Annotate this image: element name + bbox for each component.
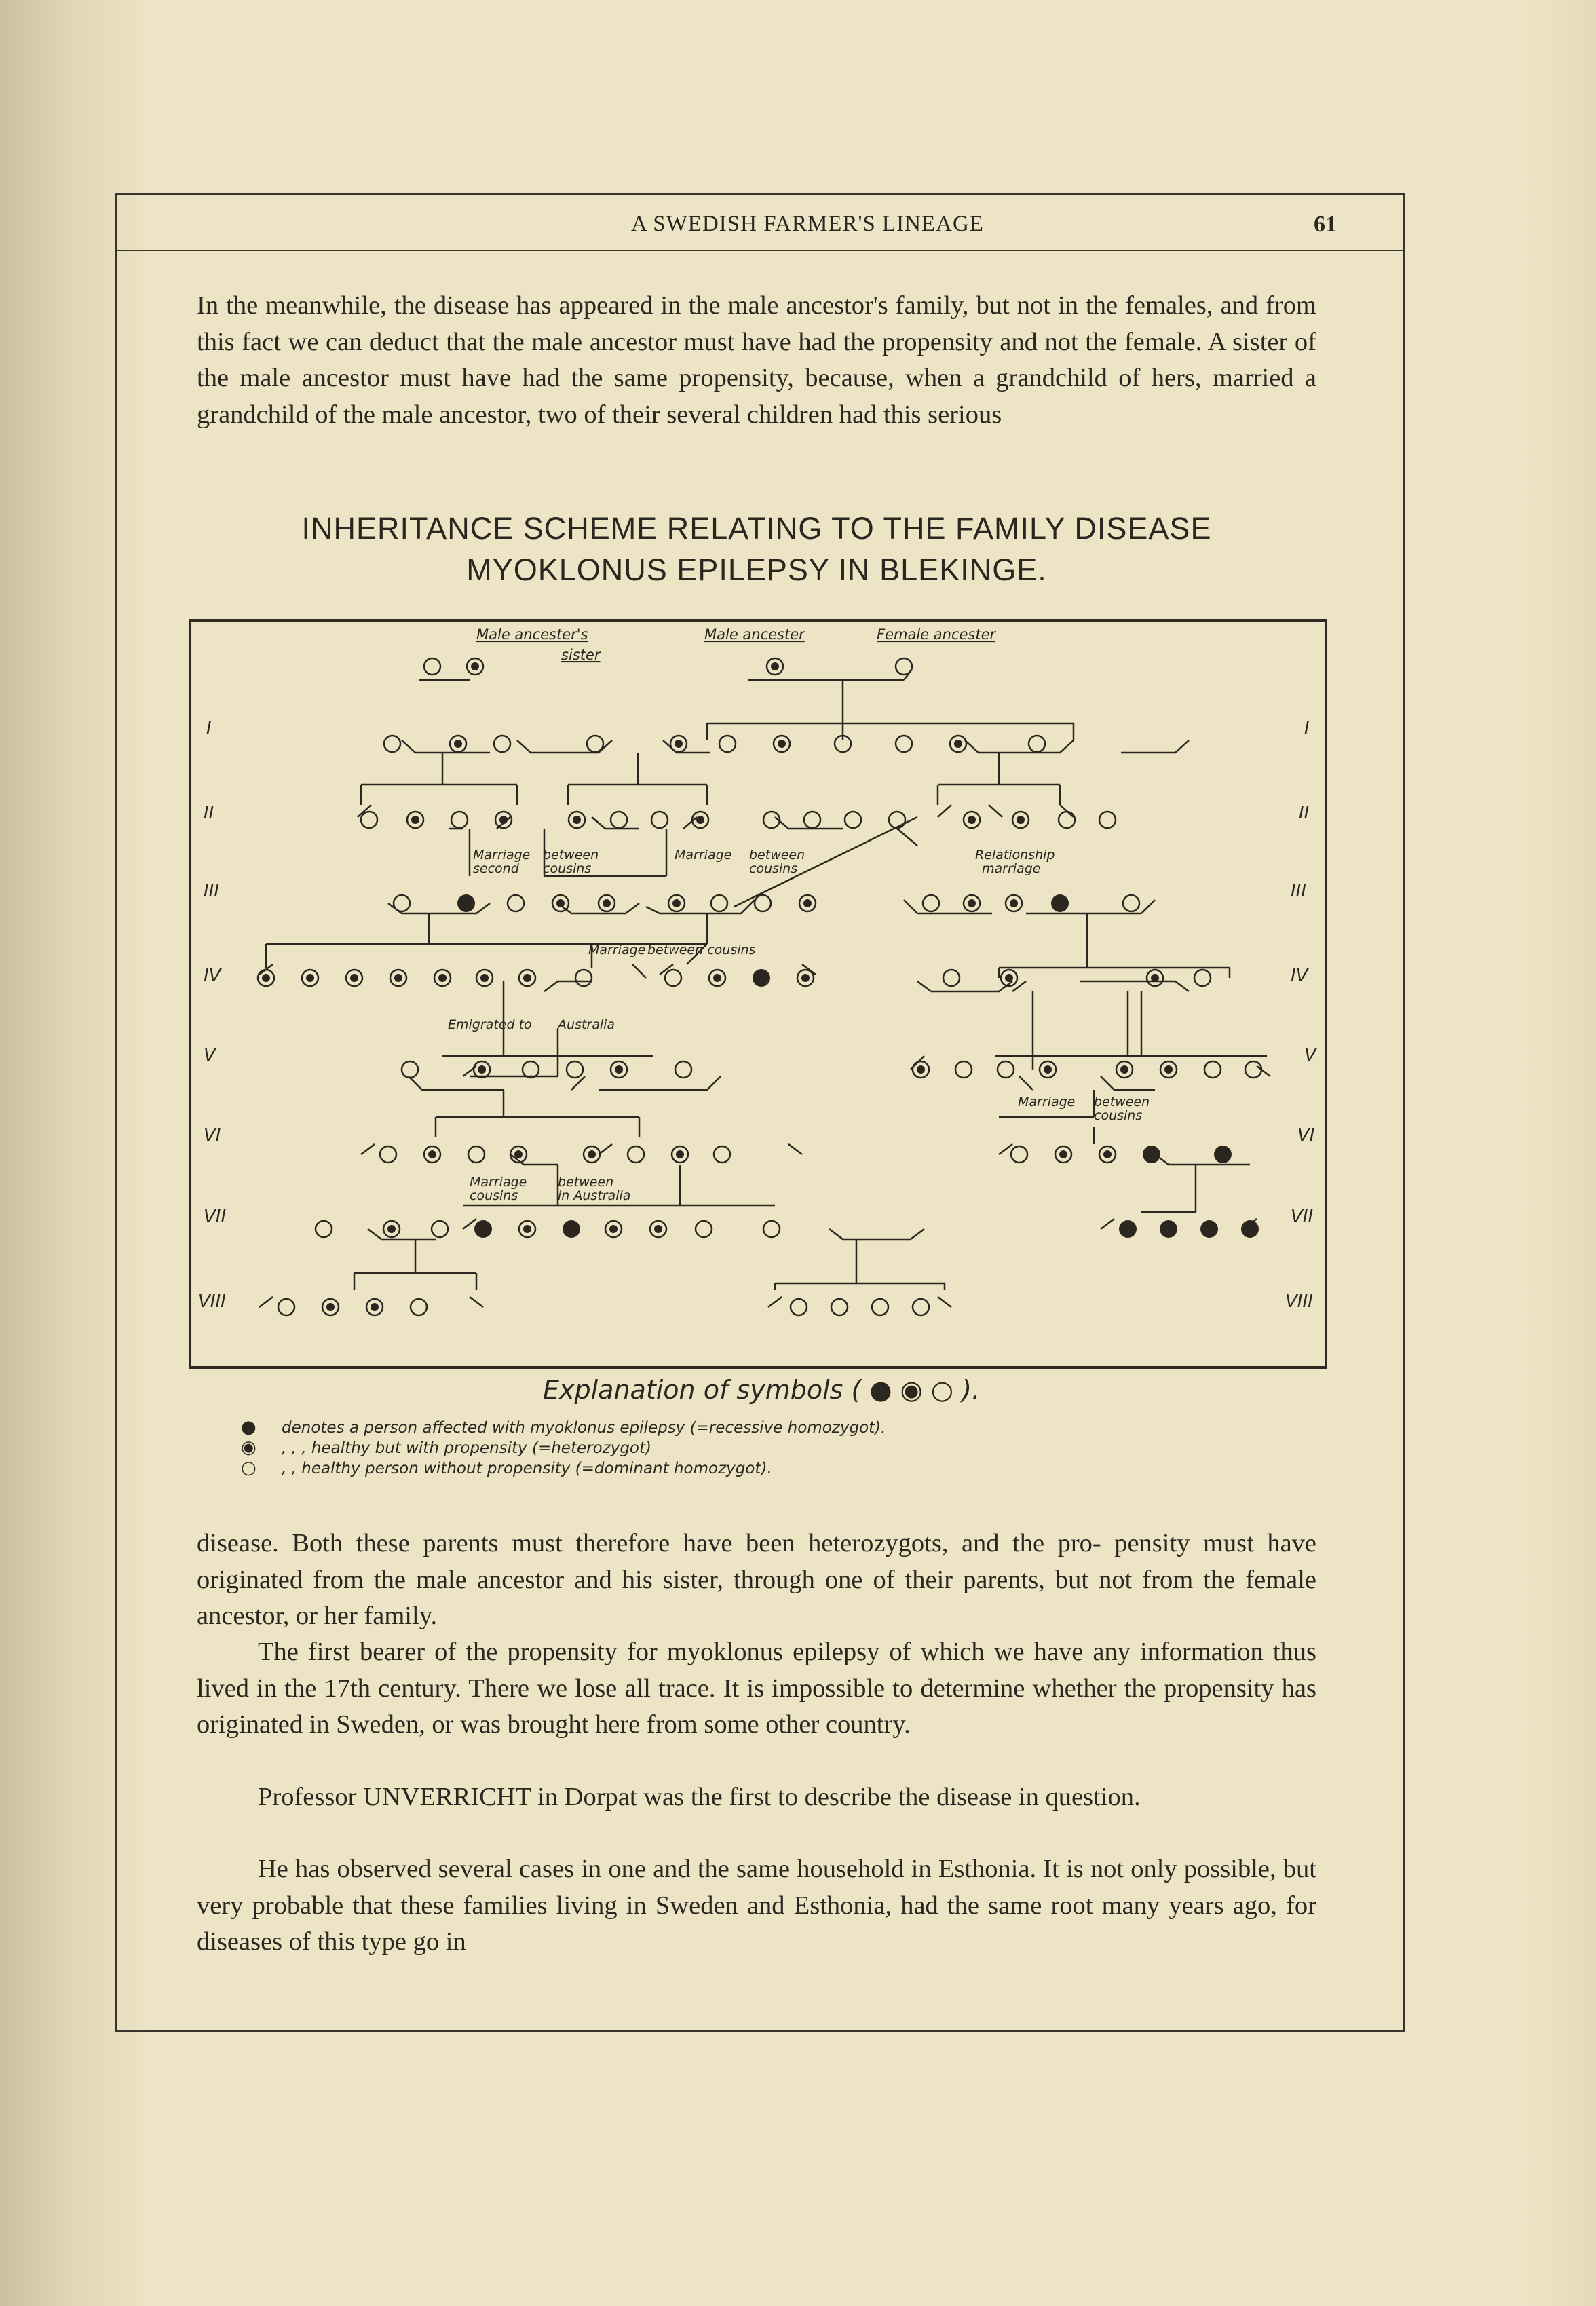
generation-label-4: IV — [204, 966, 221, 986]
person-healthy — [1059, 812, 1075, 828]
person-affected — [1214, 1146, 1232, 1163]
ancestor-labels — [476, 626, 996, 663]
rel-label: Marriage — [588, 943, 646, 958]
person-carrier — [407, 812, 423, 828]
person-healthy — [432, 1221, 448, 1237]
person-healthy — [923, 895, 939, 911]
person-healthy — [402, 1061, 418, 1078]
rel-label: between — [543, 848, 599, 863]
person-healthy — [711, 895, 727, 911]
person-carrier — [1147, 970, 1163, 986]
person-carrier — [467, 658, 483, 675]
body-paragraph: He has observed several cases in one and the same household in Esthonia. It is not only possible, but very probable that these families living in Sweden and Esthonia, had the same root many years ago, for diseases of this type go in — [197, 1855, 1316, 1956]
generation-label-6-right: VI — [1297, 1125, 1315, 1146]
person-carrier — [569, 812, 585, 828]
rel-label: cousins — [1094, 1108, 1143, 1123]
person-affected — [1200, 1220, 1218, 1238]
person-carrier — [495, 812, 512, 828]
person-carrier — [709, 970, 725, 986]
person-carrier — [322, 1299, 339, 1315]
person-healthy — [380, 1146, 396, 1163]
person-carrier — [584, 1146, 600, 1163]
carrier-symbol-icon: ◉ — [241, 1437, 256, 1458]
person-healthy — [831, 1299, 848, 1315]
person-affected — [474, 1220, 492, 1238]
person-carrier — [1040, 1061, 1056, 1078]
rel-label: cousins — [543, 861, 592, 876]
generation-label-1: I — [206, 718, 212, 738]
rel-label: Australia — [558, 1017, 615, 1032]
figure-title — [197, 508, 1316, 590]
legend-text: , , , healthy but with propensity (=heterozygot) — [282, 1439, 651, 1457]
person-affected — [1143, 1146, 1160, 1163]
generation-label-5-right: V — [1304, 1045, 1316, 1065]
person-healthy — [494, 736, 510, 752]
generation-labels-right — [1285, 718, 1318, 1312]
rel-label: Marriage — [473, 848, 531, 863]
person-healthy — [522, 1061, 539, 1078]
person-healthy — [361, 812, 377, 828]
person-healthy — [714, 1146, 730, 1163]
person-affected — [457, 894, 475, 912]
person-carrier — [598, 895, 615, 911]
pedigree-symbols — [258, 658, 1261, 1315]
rel-label: Marriage — [470, 1175, 527, 1190]
person-healthy — [611, 812, 627, 828]
male-ancestors-sister-label: Male ancester's — [476, 626, 588, 643]
legend-text: , , healthy person without propensity (=dominant homozygot). — [282, 1460, 772, 1477]
generation-label-3: III — [204, 881, 220, 901]
legend-title: Explanation of symbols ( ● ◉ ○ ). — [543, 1375, 981, 1405]
person-carrier — [913, 1061, 929, 1078]
person-healthy — [587, 736, 603, 752]
person-healthy — [791, 1299, 807, 1315]
person-carrier — [964, 812, 980, 828]
rel-label: Marriage — [1018, 1095, 1076, 1110]
person-healthy — [651, 812, 668, 828]
legend-text: denotes a person affected with myoklonus epilepsy (=recessive homozygot). — [282, 1419, 886, 1437]
person-carrier — [366, 1299, 383, 1315]
person-affected — [1160, 1220, 1177, 1238]
person-healthy — [316, 1221, 332, 1237]
rel-label: between — [558, 1175, 614, 1190]
person-healthy — [468, 1146, 484, 1163]
rel-label: marriage — [982, 861, 1041, 876]
person-healthy — [675, 1061, 691, 1078]
rel-label: between cousins — [647, 943, 756, 958]
person-carrier — [519, 970, 535, 986]
person-healthy — [665, 970, 681, 986]
affected-symbol-icon: ● — [241, 1417, 256, 1437]
rel-label: cousins — [749, 861, 798, 876]
person-affected — [1051, 894, 1069, 912]
person-healthy — [575, 970, 592, 986]
person-healthy — [845, 812, 861, 828]
person-affected — [1241, 1220, 1259, 1238]
generation-label-3-right: III — [1291, 881, 1307, 901]
generation-labels-left — [198, 718, 226, 1312]
person-healthy — [424, 658, 440, 675]
generation-label-2: II — [204, 803, 214, 823]
person-carrier — [450, 736, 466, 752]
generation-label-8: VIII — [198, 1291, 226, 1312]
person-carrier — [1099, 1146, 1116, 1163]
person-affected — [1119, 1220, 1137, 1238]
person-carrier — [258, 970, 274, 986]
person-carrier — [1116, 1061, 1133, 1078]
person-healthy — [755, 895, 771, 911]
rel-label: second — [473, 861, 519, 876]
legend-item — [241, 1437, 1327, 1458]
person-healthy — [804, 812, 820, 828]
body-paragraph: Professor UNVERRICHT in Dorpat was the first to describe the disease in question. — [258, 1783, 1141, 1811]
person-carrier — [668, 895, 685, 911]
generation-label-2-right: II — [1299, 803, 1310, 823]
person-healthy — [1011, 1146, 1027, 1163]
person-carrier — [605, 1221, 622, 1237]
person-carrier — [383, 1221, 400, 1237]
rel-label: Emigrated to — [448, 1017, 532, 1032]
header-rule — [115, 250, 1405, 251]
person-carrier — [1055, 1146, 1071, 1163]
person-healthy — [955, 1061, 972, 1078]
legend-item — [241, 1417, 1327, 1437]
person-healthy — [872, 1299, 888, 1315]
body-paragraph: disease. Both these parents must therefore have been heterozygots, and the pro- pensity must have originated from the male ancestor and his sister, through one of their parents, but not from the female ancestor, or her family. — [197, 1529, 1316, 1630]
generation-label-5: V — [204, 1045, 216, 1065]
person-carrier — [424, 1146, 440, 1163]
person-carrier — [950, 736, 966, 752]
generation-label-6: VI — [204, 1125, 221, 1146]
male-ancestor-label: Male ancester — [704, 626, 805, 643]
rel-label: cousins — [470, 1188, 518, 1203]
person-healthy — [1245, 1061, 1261, 1078]
person-healthy — [889, 812, 905, 828]
person-healthy — [1123, 895, 1139, 911]
intro-paragraph: In the meanwhile, the disease has appeared in the male ancestor's family, but not in the females, and from this fact we can deduct that the male ancestor must have had the propensity and not the female. A sister of the male ancestor must have had the same propensity, because, when a grandchild of hers, married a grandchild of the male ancestor, two of their several children had this serious — [197, 291, 1316, 429]
figure-title-line-1: INHERITANCE SCHEME RELATING TO THE FAMILY DISEASE — [301, 511, 1212, 546]
person-carrier — [611, 1061, 627, 1078]
person-carrier — [797, 970, 814, 986]
person-healthy — [763, 1221, 780, 1237]
generation-label-1-right: I — [1304, 718, 1310, 738]
legend-item — [241, 1458, 1327, 1478]
person-carrier — [346, 970, 362, 986]
generation-label-4-right: IV — [1291, 966, 1308, 986]
person-carrier — [767, 658, 783, 675]
person-healthy — [451, 812, 468, 828]
person-carrier — [1160, 1061, 1177, 1078]
rel-label: in Australia — [558, 1188, 631, 1203]
person-carrier — [964, 895, 980, 911]
rel-label: between — [1094, 1095, 1150, 1110]
person-carrier — [774, 736, 790, 752]
sister-label: sister — [561, 647, 601, 663]
person-carrier — [474, 1061, 490, 1078]
rel-label: between — [749, 848, 805, 863]
person-healthy — [278, 1299, 294, 1315]
person-healthy — [1204, 1061, 1221, 1078]
person-carrier — [670, 736, 687, 752]
pedigree-lines — [259, 669, 1270, 1307]
person-healthy — [913, 1299, 929, 1315]
rel-label: Marriage — [674, 848, 732, 863]
person-carrier — [1012, 812, 1029, 828]
person-healthy — [896, 736, 912, 752]
generation-label-7: VII — [204, 1207, 227, 1227]
person-healthy — [394, 895, 410, 911]
figure-title-line-2: MYOKLONUS EPILEPSY IN BLEKINGE. — [466, 552, 1047, 587]
person-healthy — [1194, 970, 1211, 986]
person-healthy — [411, 1299, 427, 1315]
person-healthy — [696, 1221, 712, 1237]
person-carrier — [476, 970, 493, 986]
running-head: A SWEDISH FARMER'S LINEAGE — [631, 212, 984, 236]
person-carrier — [799, 895, 816, 911]
person-healthy — [943, 970, 960, 986]
person-healthy — [628, 1146, 644, 1163]
person-healthy — [508, 895, 524, 911]
body-paragraph: The first bearer of the propensity for myoklonus epilepsy of which we have any information thus lived in the 17th century. There we lose all trace. It is impossible to determine whether the propensity has originated in Sweden, or was brought here from some other country. — [197, 1638, 1316, 1739]
pedigree-chart-frame — [189, 619, 1327, 1369]
person-carrier — [434, 970, 451, 986]
person-healthy — [384, 736, 400, 752]
page-number: 61 — [1314, 212, 1337, 237]
person-carrier — [519, 1221, 535, 1237]
person-healthy — [1029, 736, 1045, 752]
female-ancestor-label: Female ancester — [877, 626, 996, 643]
person-carrier — [390, 970, 406, 986]
person-affected — [753, 969, 770, 987]
generation-label-7-right: VII — [1291, 1207, 1314, 1227]
person-carrier — [650, 1221, 666, 1237]
person-carrier — [552, 895, 569, 911]
generation-label-8-right: VIII — [1285, 1291, 1313, 1312]
person-healthy — [1099, 812, 1116, 828]
healthy-symbol-icon: ○ — [241, 1458, 256, 1478]
person-affected — [563, 1220, 580, 1238]
person-healthy — [567, 1061, 583, 1078]
person-healthy — [719, 736, 736, 752]
person-healthy — [998, 1061, 1014, 1078]
person-carrier — [302, 970, 318, 986]
rel-label: Relationship — [975, 848, 1055, 863]
person-carrier — [672, 1146, 688, 1163]
pedigree-chart — [191, 622, 1325, 1366]
person-healthy — [896, 658, 912, 675]
person-carrier — [1006, 895, 1022, 911]
